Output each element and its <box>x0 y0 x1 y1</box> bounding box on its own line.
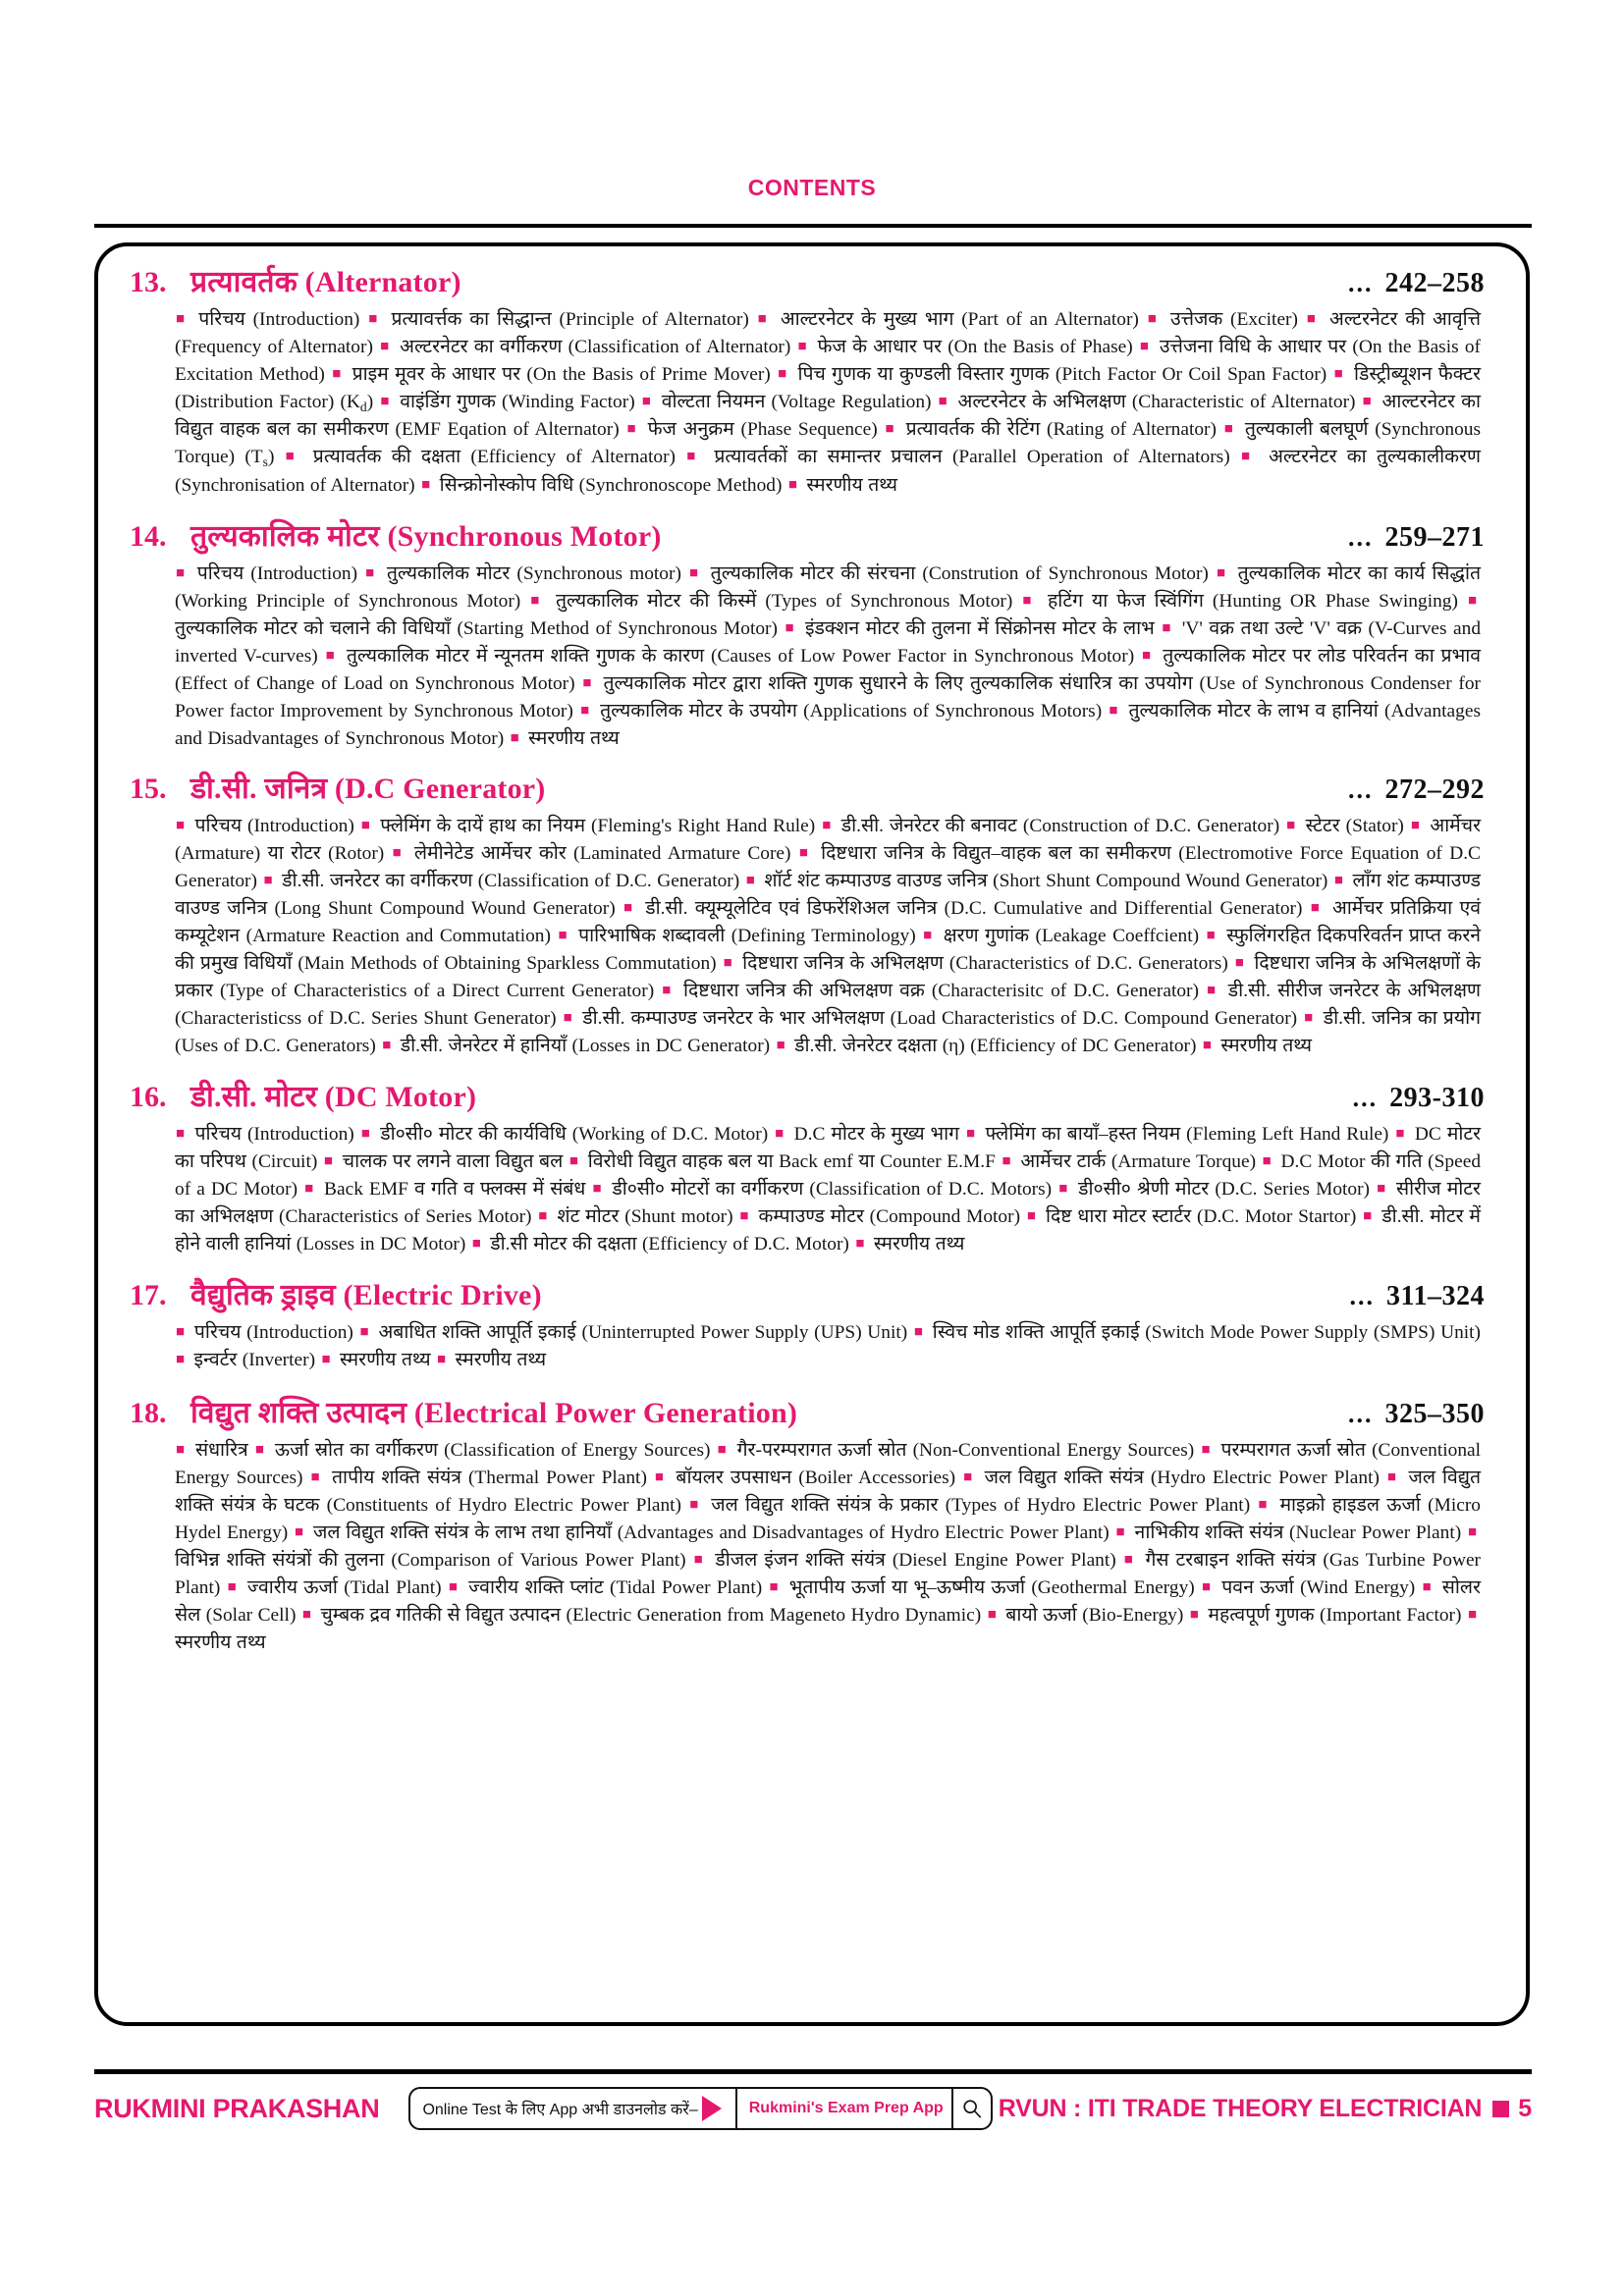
page-range-value: 293-310 <box>1389 1082 1485 1113</box>
square-bullet-icon: ■ <box>1141 647 1153 664</box>
chapter-page-range <box>1348 522 1485 554</box>
square-bullet-icon: ■ <box>176 1351 186 1367</box>
square-bullet-icon: ■ <box>797 338 808 354</box>
app-name-text: Rukmini's Exam Prep App <box>748 2100 944 2116</box>
square-bullet-icon: ■ <box>1467 1607 1478 1624</box>
page-footer <box>94 2079 1532 2138</box>
square-bullet-icon: ■ <box>1286 818 1296 834</box>
square-bullet-icon: ■ <box>769 1579 780 1596</box>
square-bullet-icon: ■ <box>368 311 380 327</box>
square-bullet-icon: ■ <box>176 311 188 327</box>
square-bullet-icon: ■ <box>1234 955 1245 972</box>
square-bullet-icon: ■ <box>1115 1524 1125 1541</box>
chapter-page-range <box>1353 1083 1485 1114</box>
square-bullet-icon: ■ <box>1058 1180 1069 1197</box>
chapter-number: 15. <box>130 773 167 806</box>
square-bullet-icon: ■ <box>798 845 810 862</box>
chapter-topics: ■ परिचय (Introduction) ■ डी०सी० मोटर की कार्यविधि (Working of D.C. Motor) ■ D.C मोटर के मुख्य भाग ■ फ्लेमिंग का बायाँ–हस्त नियम (Fleming Left Hand Rule) ■ DC मोटर का परिपथ (Circuit) ■ चालक पर लगने वाला विद्युत बल ■ विरोधी विद्युत वाहक बल या Back emf या Counter E.M.F ■ आर्मेचर टार्क (Armature Torque) ■ D.C Motor की गति (Speed of a DC Motor) ■ Back EMF व गति व फ्लक्स में संबंध ■ डी०सी० मोटरों का वर्गीकरण (Classification of D.C. Motors) ■ डी०सी० श्रेणी मोटर (D.C. Series Motor) ■ सीरीज मोटर का अभिलक्षण (Characteristics of Series Motor) ■ शंट मोटर (Shunt motor) ■ कम्पाउण्ड मोटर (Compound Motor) ■ दिष्ट धारा मोटर स्टार्टर (D.C. Motor Startor) ■ डी.सी. मोटर में होने वाली हानियां (Losses in DC Motor) ■ डी.सी मोटर की दक्षता (Efficiency of D.C. Motor) ■ स्मरणीय तथ्य <box>175 1123 1482 1255</box>
chapter-topics: ■ परिचय (Introduction) ■ फ्लेमिंग के दायें हाथ का नियम (Fleming's Right Hand Rule) ■ डी.सी. जेनरेटर की बनावट (Construction of D.C. Generator) ■ स्टेटर (Stator) ■ आर्मेचर (Armature) या रोटर (Rotor) ■ लेमीनेटेड आर्मेचर कोर (Laminated Armature Core) ■ दिष्टधारा जनित्र के विद्युत–वाहक बल का समीकरण (Electromotive Force Equation of D.C Generator) ■ डी.सी. जनरेटर का वर्गीकरण (Classification of D.C. Generator) ■ शॉर्ट शंट कम्पाउण्ड वाउण्ड जनित्र (Short Shunt Compound Wound Generator) ■ लॉंग शंट कम्पाउण्ड वाउण्ड जनित्र (Long Shunt Compound Wound Generator) ■ डी.सी. क्यूम्यूलेटिव एवं डिफरेंशिअल जनित्र (D.C. Cumulative and Differential Generator) ■ आर्मेचर प्रतिक्रिया एवं कम्यूटेशन (Armature Reaction and Commutation) ■ पारिभाषिक शब्दावली (Defining Terminology) ■ क्षरण गुणांक (Leakage Coeffcient) ■ स्फुलिंगरहित दिकपरिवर्तन प्राप्त करने की प्रमुख विधियाँ (Main Methods of Obtaining Sparkless Commutation) ■ दिष्टधारा जनित्र के अभिलक्षण (Characteristics of D.C. Generators) ■ दिष्टधारा जनित्र के अभिलक्षणों के प्रकार (Type of Characteristics of a Direct Current Generator) ■ दिष्टधारा जनित्र की अभिलक्षण वक्र (Characterisitc of D.C. Generator) ■ डी.सी. सीरीज जनरेटर के अभिलक्षण (Characteristicss of D.C. Series Shunt Generator) ■ डी.सी. कम्पाउण्ड जनरेटर के भार अभिलक्षण (Load Characteristics of D.C. Compound Generator) ■ डी.सी. जनित्र का प्रयोग (Uses of D.C. Generators) ■ डी.सी. जेनरेटर में हानियाँ (Losses in DC Generator) ■ डी.सी. जेनरेटर दक्षता (η) (Efficiency of DC Generator) ■ स्मरणीय तथ्य <box>175 816 1482 1056</box>
square-bullet-icon: ■ <box>421 476 431 493</box>
square-bullet-icon: ■ <box>227 1579 238 1596</box>
square-bullet-icon: ■ <box>1123 1552 1135 1569</box>
chapter-heading <box>130 260 1485 300</box>
square-bullet-icon: ■ <box>538 1207 548 1224</box>
chapter-page-range <box>1350 1281 1485 1312</box>
square-bullet-icon: ■ <box>1304 1010 1314 1027</box>
square-bullet-icon: ■ <box>448 1579 459 1596</box>
square-bullet-icon: ■ <box>686 449 701 465</box>
square-bullet-icon: ■ <box>294 1524 304 1541</box>
square-bullet-icon: ■ <box>1395 1125 1405 1142</box>
chapter-heading <box>130 767 1485 807</box>
chapter-title: डी.सी. जनित्र (D.C Generator) <box>190 773 546 806</box>
square-bullet-icon: ■ <box>1410 818 1421 834</box>
square-bullet-icon: ■ <box>1333 873 1344 889</box>
chapter-heading <box>130 1391 1485 1431</box>
square-bullet-icon: ■ <box>1310 900 1322 917</box>
square-bullet-icon: ■ <box>176 1323 186 1340</box>
square-bullet-icon: ■ <box>568 1152 579 1169</box>
chapter-topics: ■ संधारित्र ■ ऊर्जा स्रोत का वर्गीकरण (Classification of Energy Sources) ■ गैर-परम्परागत ऊर्जा स्रोत (Non-Conventional Energy Sources) ■ परम्परागत ऊर्जा स्रोत (Conventional Energy Sources) ■ तापीय शक्ति संयंत्र (Thermal Power Plant) ■ बॉयलर उपसाधन (Boiler Accessories) ■ जल विद्युत शक्ति संयंत्र (Hydro Electric Power Plant) ■ जल विद्युत शक्ति संयंत्र के घटक (Constituents of Hydro Electric Power Plant) ■ जल विद्युत शक्ति संयंत्र के प्रकार (Types of Hydro Electric Power Plant) ■ माइक्रो हाइडल ऊर्जा (Micro Hydel Energy) ■ जल विद्युत शक्ति संयंत्र के लाभ तथा हानियाँ (Advantages and Disadvantages of Hydro Electric Power Plant) ■ नाभिकीय शक्ति संयंत्र (Nuclear Power Plant) ■ विभिन्न शक्ति संयंत्रों की तुलना (Comparison of Various Power Plant) ■ डीजल इंजन शक्ति संयंत्र (Diesel Engine Power Plant) ■ गैस टरबाइन शक्ति संयंत्र (Gas Turbine Power Plant) ■ ज्वारीय ऊर्जा (Tidal Plant) ■ ज्वारीय शक्ति प्लांट (Tidal Power Plant) ■ भूतापीय ऊर्जा या भू–ऊष्मीय ऊर्जा (Geothermal Energy) ■ पवन ऊर्जा (Wind Energy) ■ सोलर सेल (Solar Cell) ■ चुम्बक द्रव गतिकी से विद्युत उत्पादन (Electric Generation from Mageneto Hydro Dynamic) ■ बायो ऊर्जा (Bio-Energy) ■ महत्वपूर्ण गुणक (Important Factor) ■ स्मरणीय तथ्य <box>175 1440 1482 1654</box>
square-bullet-icon: ■ <box>1202 1579 1212 1596</box>
square-bullet-icon: ■ <box>739 1207 749 1224</box>
page-title: CONTENTS <box>747 175 877 200</box>
square-bullet-icon: ■ <box>321 1351 331 1367</box>
search-icon[interactable] <box>961 2098 983 2119</box>
square-bullet-icon: ■ <box>1223 421 1235 438</box>
square-bullet-icon: ■ <box>592 1180 603 1197</box>
square-bullet-icon: ■ <box>582 674 593 691</box>
square-bullet-icon: ■ <box>471 1235 481 1252</box>
square-bullet-icon: ■ <box>332 365 343 382</box>
square-bullet-icon: ■ <box>1467 592 1478 609</box>
chapter-page-range <box>1348 268 1485 299</box>
square-bullet-icon: ■ <box>757 311 770 327</box>
page-range-value: 311–324 <box>1386 1280 1485 1311</box>
square-bullet-icon: ■ <box>1026 1207 1037 1224</box>
page-range-value: 325–350 <box>1384 1399 1485 1430</box>
square-bullet-icon: ■ <box>380 393 391 409</box>
chapter-topics: ■ परिचय (Introduction) ■ अबाधित शक्ति आपूर्ति इकाई (Uninterrupted Power Supply (UPS) Unit) ■ स्विच मोड शक्ति आपूर्ति इकाई (Switch Mode Power Supply (SMPS) Unit) ■ इन्वर्टर (Inverter) ■ स्मरणीय तथ्य ■ स्मरणीय तथ्य <box>176 1321 1481 1370</box>
square-bullet-icon: ■ <box>775 1125 785 1142</box>
page-range-value: 259–271 <box>1384 521 1485 553</box>
square-bullet-icon: ■ <box>654 1469 666 1486</box>
chapter-entry[interactable] <box>130 1075 1485 1258</box>
leader-dots: ... <box>1349 1281 1376 1310</box>
square-bullet-icon: ■ <box>1363 1207 1373 1224</box>
square-bullet-icon: ■ <box>530 592 543 609</box>
square-bullet-icon: ■ <box>822 818 832 834</box>
square-bullet-icon: ■ <box>176 564 187 581</box>
square-bullet-icon: ■ <box>1333 365 1344 382</box>
square-bullet-icon: ■ <box>745 873 755 889</box>
square-bullet-icon: ■ <box>392 845 404 862</box>
square-bullet-icon: ■ <box>580 702 590 719</box>
square-bullet-icon: ■ <box>1377 1180 1386 1197</box>
page-range-value: 242–258 <box>1384 268 1485 298</box>
square-bullet-icon: ■ <box>360 818 371 834</box>
square-bullet-icon: ■ <box>1201 1442 1212 1459</box>
square-bullet-icon: ■ <box>365 564 376 581</box>
square-bullet-icon: ■ <box>310 1469 322 1486</box>
square-bullet-icon: ■ <box>325 647 336 664</box>
square-bullet-icon: ■ <box>913 1323 924 1340</box>
publisher-name: RUKMINI PRAKASHAN <box>94 2093 380 2123</box>
square-bullet-icon: ■ <box>359 1323 369 1340</box>
square-bullet-icon: ■ <box>176 818 186 834</box>
chapter-heading <box>130 1273 1485 1313</box>
book-title-text: RVUN : ITI TRADE THEORY ELECTRICIAN <box>998 2094 1483 2122</box>
square-bullet-icon: ■ <box>885 421 895 438</box>
leader-dots: ... <box>1348 269 1374 297</box>
page-range-value: 272–292 <box>1384 774 1485 806</box>
square-bullet-icon: ■ <box>662 983 673 999</box>
square-bullet-icon: ■ <box>717 1442 728 1459</box>
square-bullet-icon: ■ <box>301 1607 311 1624</box>
square-bullet-icon: ■ <box>1189 1607 1199 1624</box>
square-bullet-icon: ■ <box>1258 1497 1270 1514</box>
header-divider <box>94 224 1532 228</box>
square-bullet-icon: ■ <box>787 476 797 493</box>
square-bullet-icon <box>1492 2101 1509 2117</box>
chapter-number: 17. <box>130 1278 167 1311</box>
square-bullet-icon: ■ <box>1202 1037 1212 1053</box>
square-bullet-icon: ■ <box>1139 338 1150 354</box>
square-bullet-icon: ■ <box>966 1125 976 1142</box>
square-bullet-icon: ■ <box>987 1607 997 1624</box>
divider <box>951 2089 953 2128</box>
square-bullet-icon: ■ <box>382 1037 392 1053</box>
square-bullet-icon: ■ <box>1206 928 1217 944</box>
page-header <box>0 175 1624 201</box>
chapter-title: डी.सी. मोटर (DC Motor) <box>190 1080 477 1113</box>
footer-page-number: 5 <box>1518 2094 1532 2122</box>
chapter-title: विद्युत शक्ति उत्पादन (Electrical Power Generation) <box>190 1397 798 1430</box>
square-bullet-icon: ■ <box>285 449 299 465</box>
chapter-entry[interactable] <box>130 1273 1485 1374</box>
leader-dots: ... <box>1348 522 1374 552</box>
chapter-title: वैद्युतिक ड्राइव (Electric Drive) <box>190 1278 542 1311</box>
square-bullet-icon: ■ <box>323 1152 334 1169</box>
square-bullet-icon: ■ <box>176 1442 186 1459</box>
square-bullet-icon: ■ <box>693 1552 705 1569</box>
square-bullet-icon: ■ <box>923 928 934 944</box>
chapter-entry[interactable] <box>130 767 1485 1059</box>
footer-divider <box>94 2069 1532 2074</box>
book-title-footer <box>999 2095 1532 2123</box>
square-bullet-icon: ■ <box>855 1235 865 1252</box>
chapter-entry[interactable] <box>130 514 1485 753</box>
square-bullet-icon: ■ <box>1109 702 1119 719</box>
chapter-topics: ■ परिचय (Introduction) ■ प्रत्यावर्त्तक का सिद्धान्त (Principle of Alternator) ■ आल्टरनेटर के मुख्य भाग (Part of an Alternator) ■ उत्तेजक (Exciter) ■ अल्टरनेटर की आवृत्ति (Frequency of Alternator) ■ अल्टरनेटर का वर्गीकरण (Classification of Alternator) ■ फेज के आधार पर (On the Basis of Phase) ■ उत्तेजना विधि के आधार पर (On the Basis of Excitation Method) ■ प्राइम मूवर के आधार पर (On the Basis of Prime Mover) ■ पिच गुणक या कुण्डली विस्तार गुणक (Pitch Factor Or Coil Span Factor) ■ डिस्ट्रीब्यूशन फैक्टर (Distribution Factor) $(K_d)$ ■ वाइंडिंग गुणक (Winding Factor) ■ वोल्टता नियमन (Voltage Regulation) ■ अल्टरनेटर के अभिलक्षण (Characteristic of Alternator) ■ आल्टरनेटर का विद्युत वाहक बल का समीकरण (EMF Eqation of Alternator) ■ फेज अनुक्रम (Phase Sequence) ■ प्रत्यावर्तक की रेटिंग (Rating of Alternator) ■ तुल्यकाली बलघूर्ण (Synchronous Torque) $(T_s)$ ■ प्रत्यावर्तक की दक्षता (Efficiency of Alternator) ■ प्रत्यावर्तकों का समान्तर प्रचालन (Parallel Operation of Alternators) ■ अल्टरनेटर का तुल्यकालीकरण (Synchronisation of Alternator) ■ सिन्क्रोनोस्कोप विधि (Synchronoscope Method) ■ स्मरणीय तथ्य <box>175 309 1482 496</box>
square-bullet-icon: ■ <box>1207 983 1218 999</box>
square-bullet-icon: ■ <box>254 1442 265 1459</box>
square-bullet-icon: ■ <box>776 1037 785 1053</box>
square-bullet-icon: ■ <box>963 1469 974 1486</box>
square-bullet-icon: ■ <box>1306 311 1319 327</box>
square-bullet-icon: ■ <box>1362 393 1373 409</box>
chapter-number: 18. <box>130 1397 167 1430</box>
chapter-page-range <box>1348 774 1485 806</box>
app-cta-text: Online Test के लिए App अभी डाउनलोड करें– <box>422 2102 698 2118</box>
chapter-number: 16. <box>130 1080 167 1113</box>
app-cta-text-wrap <box>410 2089 734 2128</box>
square-bullet-icon: ■ <box>563 1010 573 1027</box>
square-bullet-icon: ■ <box>1022 592 1035 609</box>
square-bullet-icon: ■ <box>1240 449 1255 465</box>
chapter-heading <box>130 1075 1485 1115</box>
chapter-title: तुल्यकालिक मोटर (Synchronous Motor) <box>190 519 662 553</box>
square-bullet-icon: ■ <box>785 619 795 636</box>
square-bullet-icon: ■ <box>510 729 519 746</box>
square-bullet-icon: ■ <box>1467 1524 1477 1541</box>
square-bullet-icon: ■ <box>626 421 637 438</box>
square-bullet-icon: ■ <box>380 338 390 354</box>
app-name-wrap[interactable] <box>735 2089 991 2128</box>
square-bullet-icon: ■ <box>176 1125 186 1142</box>
chapter-page-range <box>1348 1399 1485 1430</box>
leader-dots: ... <box>1352 1083 1379 1112</box>
play-arrow-icon <box>702 2096 722 2121</box>
app-download-banner[interactable] <box>408 2087 992 2130</box>
square-bullet-icon: ■ <box>723 955 733 972</box>
square-bullet-icon: ■ <box>688 564 700 581</box>
square-bullet-icon: ■ <box>437 1351 447 1367</box>
square-bullet-icon: ■ <box>304 1180 314 1197</box>
square-bullet-icon: ■ <box>1262 1152 1272 1169</box>
square-bullet-icon: ■ <box>360 1125 371 1142</box>
square-bullet-icon: ■ <box>778 365 788 382</box>
square-bullet-icon: ■ <box>1386 1469 1398 1486</box>
square-bullet-icon: ■ <box>558 928 568 944</box>
chapter-number: 13. <box>130 266 167 298</box>
square-bullet-icon: ■ <box>1001 1152 1011 1169</box>
square-bullet-icon: ■ <box>1162 619 1172 636</box>
chapter-heading <box>130 514 1485 555</box>
chapter-title: प्रत्यावर्तक (Alternator) <box>190 266 461 298</box>
square-bullet-icon: ■ <box>938 393 948 409</box>
square-bullet-icon: ■ <box>263 873 273 889</box>
square-bullet-icon: ■ <box>1422 1579 1433 1596</box>
leader-dots: ... <box>1348 1400 1374 1429</box>
chapter-number: 14. <box>130 519 167 553</box>
chapter-list <box>116 260 1514 2017</box>
square-bullet-icon: ■ <box>623 900 634 917</box>
chapter-entry[interactable] <box>130 260 1485 500</box>
chapter-entry[interactable] <box>130 1391 1485 1657</box>
square-bullet-icon: ■ <box>1216 564 1227 581</box>
chapter-topics: ■ परिचय (Introduction) ■ तुल्यकालिक मोटर (Synchronous motor) ■ तुल्यकालिक मोटर की संरचना (Constrution of Synchronous Motor) ■ तुल्यकालिक मोटर का कार्य सिद्धांत (Working Principle of Synchronous Motor) ■ तुल्यकालिक मोटर की किस्में (Types of Synchronous Motor) ■ हटिंग या फेज स्विंगिंग (Hunting OR Phase Swinging) ■ तुल्यकालिक मोटर को चलाने की विधियाँ (Starting Method of Synchronous Motor) ■ इंडक्शन मोटर की तुलना में सिंक्रोनस मोटर के लाभ ■ 'V' वक्र तथा उल्टे 'V' वक्र (V-Curves and inverted V-curves) ■ तुल्यकालिक मोटर में न्यूनतम शक्ति गुणक के कारण (Causes of Low Power Factor in Synchronous Motor) ■ तुल्यकालिक मोटर पर लोड परिवर्तन का प्रभाव (Effect of Change of Load on Synchronous Motor) ■ तुल्यकालिक मोटर द्वारा शक्ति गुणक सुधारने के लिए तुल्यकालिक संधारित्र का उपयोग (Use of Synchronous Condenser for Power factor Improvement by Synchronous Motor) ■ तुल्यकालिक मोटर के उपयोग (Applications of Synchronous Motors) ■ तुल्यकालिक मोटर के लाभ व हानियां (Advantages and Disadvantages of Synchronous Motor) ■ स्मरणीय तथ्य <box>175 562 1482 749</box>
square-bullet-icon: ■ <box>1147 311 1160 327</box>
square-bullet-icon: ■ <box>689 1497 701 1514</box>
leader-dots: ... <box>1348 775 1374 805</box>
square-bullet-icon: ■ <box>641 393 652 409</box>
